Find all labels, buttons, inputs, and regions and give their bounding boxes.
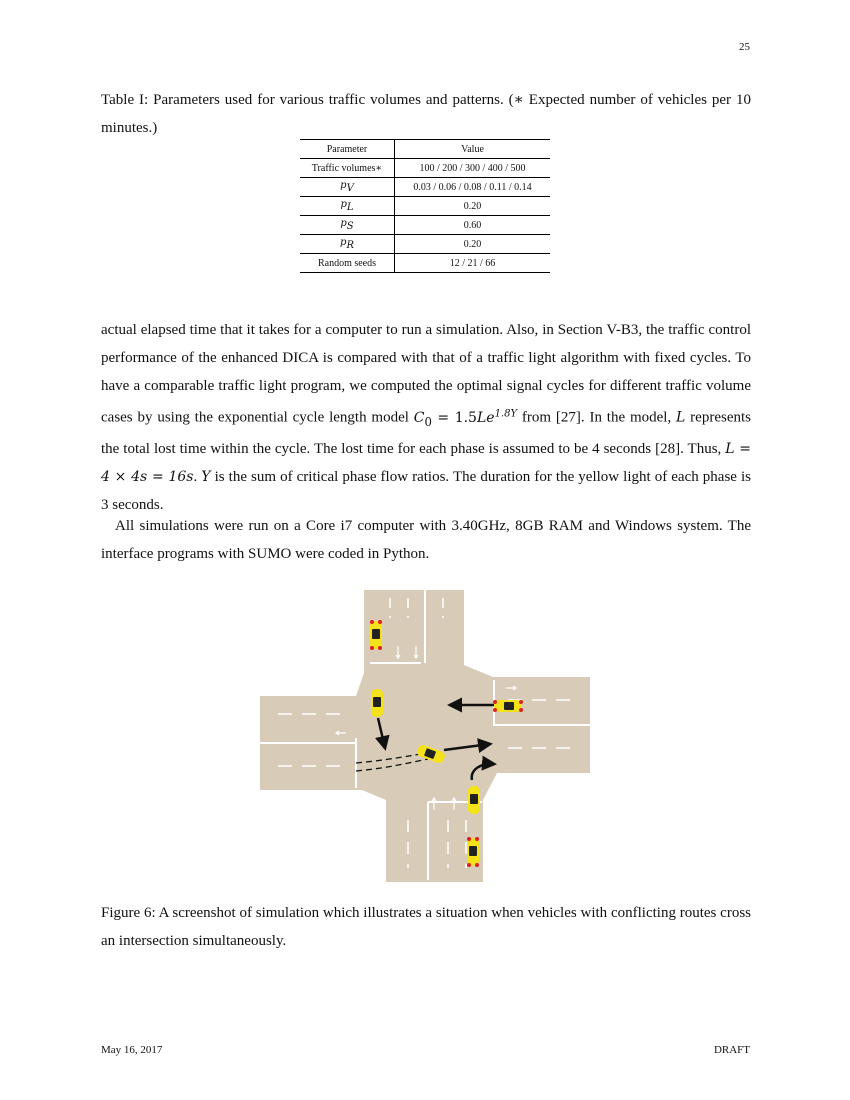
vehicle-car-icon (467, 837, 479, 867)
body-paragraph-2: All simulations were run on a Core i7 computer with 3.40GHz, 8GB RAM and Windows system. The interface programs with SUMO were coded in Python. (101, 518, 751, 562)
table-cell-param: $p_R$ (300, 235, 395, 254)
table-cell-param: Traffic volumes∗ (300, 159, 395, 178)
table-cell-param: Random seeds (300, 254, 395, 273)
figure-caption: Figure 6: A screenshot of simulation which illustrates a situation when vehicles with conflicting routes cross an intersection simultaneously. (101, 905, 751, 949)
table-cell-value: 0.03 / 0.06 / 0.08 / 0.11 / 0.14 (395, 178, 551, 197)
table-cell-param: $p_S$ (300, 216, 395, 235)
table-cell-value: 0.20 (395, 235, 551, 254)
table-row (300, 235, 550, 254)
table-cell-param: $p_V$ (300, 178, 395, 197)
page-number: 25 (739, 41, 750, 53)
equation-lost-time: L = 4 × 4s = 16s (101, 441, 751, 486)
equation-cycle-length: $C_0 = 1.5Le^{1.8Y}$ (413, 408, 518, 429)
vehicle-car-icon (468, 786, 480, 814)
table-cell-value: 100 / 200 / 300 / 400 / 500 (395, 159, 551, 178)
table-header-parameter: Parameter (300, 140, 395, 159)
table-header-value: Value (395, 140, 551, 159)
table-row (300, 254, 550, 273)
footer-date: May 16, 2017 (101, 1044, 163, 1056)
table-cell-value: 0.60 (395, 216, 551, 235)
table-header-row (300, 140, 550, 159)
table-row (300, 197, 550, 216)
table-caption: Table I: Parameters used for various traffic volumes and patterns. (∗ Expected number of vehicles per 10 minutes.) (101, 92, 751, 136)
parameters-table (300, 139, 550, 273)
footer-draft-label: DRAFT (713, 1044, 750, 1056)
table-cell-value: 12 / 21 / 66 (395, 254, 551, 273)
intersection-figure (258, 588, 592, 884)
vehicle-car-icon (371, 689, 383, 717)
table-cell-value: 0.20 (395, 197, 551, 216)
vehicle-car-icon (493, 700, 523, 712)
table-row (300, 216, 550, 235)
table-row (300, 178, 550, 197)
body-paragraph-1: actual elapsed time that it takes for a computer to run a simulation. Also, in Section V-B3, the traffic control performance of the enhanced DICA is compared with that of a traffic light algorithm with fixed cycles. To have a comparable traffic light program, we computed the optimal signal cycles for different traffic volume cases by using the exponential cycle length model $C_0 = 1.5Le^{1.8Y}$ from [27]. In the model, L represents the total lost time within the cycle. The lost time for each phase is assumed to be 4 seconds [28]. Thus, L = 4 × 4s = 16s. Y is the sum of critical phase flow ratios. The duration for the yellow light of each phase is 3 seconds. (101, 322, 752, 514)
table-row (300, 159, 550, 178)
vehicle-car-icon (370, 620, 382, 650)
table-cell-param: $p_L$ (300, 197, 395, 216)
